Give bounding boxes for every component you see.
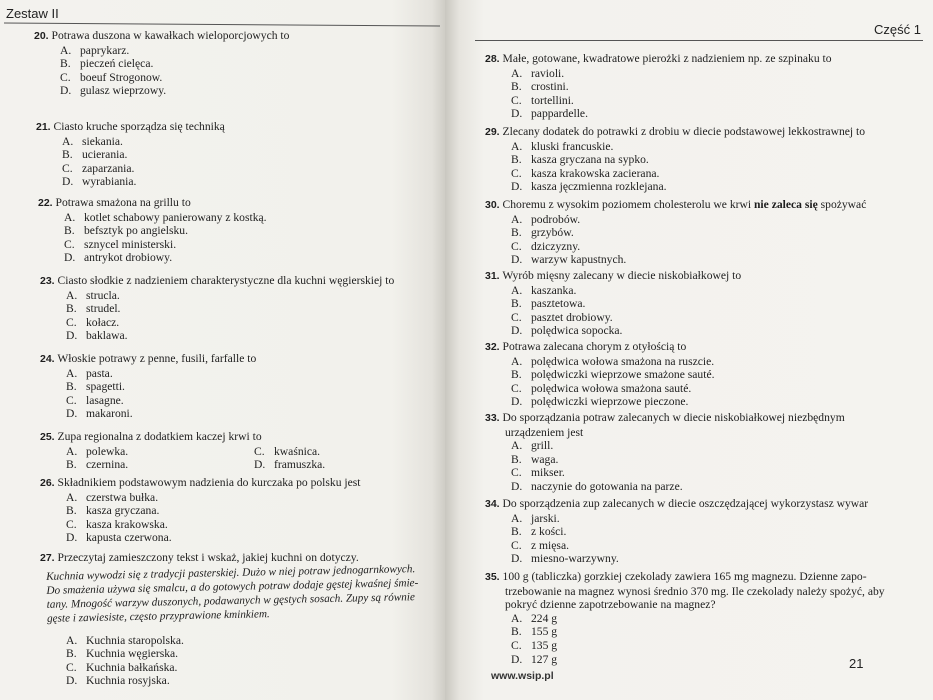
- option: C. polędwica wołowa smażona sauté.: [511, 381, 692, 395]
- option: A. Kuchnia staropolska.: [66, 633, 184, 647]
- option: B. czernina.: [66, 458, 129, 472]
- option: B. kasza gryczana.: [66, 504, 160, 518]
- option: C. lasagne.: [66, 393, 124, 407]
- option: A. kaszanka.: [511, 283, 577, 297]
- option: C. pasztet drobiowy.: [511, 310, 613, 324]
- option: A. polędwica wołowa smażona na ruszcie.: [511, 354, 715, 368]
- option: C. tortellini.: [511, 93, 574, 107]
- option: A. kotlet schabowy panierowany z kostką.: [64, 210, 267, 224]
- option: B. befsztyk po angielsku.: [64, 224, 188, 238]
- option: A. grill.: [511, 439, 554, 453]
- question-32: 32. Potrawa zalecana chorym z otyłością to A. polędwica wołowa smażona na ruszcie. B. polędwiczki wieprzowe smażone sauté. C. polędwica wołowa smażona sauté. D. polędwiczki wieprzowe pieczone.: [485, 340, 715, 409]
- option: D. baklawa.: [66, 329, 128, 343]
- option: D. naczynie do gotowania na parze.: [511, 479, 683, 493]
- option: A. paprykarz.: [60, 43, 130, 57]
- option: B. polędwiczki wieprzowe smażone sauté.: [511, 368, 715, 382]
- option: D. polędwica sopocka.: [511, 324, 623, 338]
- question-34: 34. Do sporządzenia zup zalecanych w diecie oszczędzającej wykorzystasz wywar A. jarski. B. z kości. C. z mięsa. D. miesno-warzywny.: [485, 497, 869, 566]
- option: B. kasza gryczana na sypko.: [511, 153, 649, 167]
- option: A. strucla.: [66, 288, 120, 302]
- option: A. jarski.: [511, 511, 560, 525]
- header-rule: [475, 40, 923, 41]
- option: A. czerstwa bułka.: [66, 490, 159, 504]
- option: D. polędwiczki wieprzowe pieczone.: [511, 395, 689, 409]
- question-21: 21. Ciasto kruche sporządza się techniką A. siekania. B. ucierania. C. zaparzania. D. wyrabiania.: [36, 120, 225, 189]
- question-24: 24. Włoskie potrawy z penne, fusili, farfalle to A. pasta. B. spagetti. C. lasagne. D. makaroni.: [40, 352, 257, 421]
- option: C. sznycel ministerski.: [64, 237, 177, 251]
- question-26: 26. Składnikiem podstawowym nadzienia do kurczaka po polsku jest A. czerstwa bułka. B. kasza gryczana. C. kasza krakowska. D. kapusta czerwona.: [40, 476, 361, 545]
- option: B. grzybów.: [511, 226, 574, 240]
- question-22: 22. Potrawa smażona na grillu to A. kotlet schabowy panierowany z kostką. B. befsztyk po angielsku. C. sznycel ministerski. D. antrykot drobiowy.: [38, 196, 267, 265]
- option: D. makaroni.: [66, 407, 133, 421]
- question-25: 25. Zupa regionalna z dodatkiem kaczej krwi to A. polewka. C. kwaśnica. B. czernina. D. framuszka.: [40, 430, 430, 472]
- option: B. waga.: [511, 452, 559, 466]
- reading-passage: Kuchnia wywodzi się z tradycji pasterskiej. Dużo w niej potraw jednogarnkowych. Do smażenia używa się smalcu, a do gotowych potraw dodaje gęstej kwaśnej śmie- tany. Mnogość warzyw duszonych, podawanych w gęstych sosach. Zupy są równie gęste i zawiesiste, często przyprawione kminkiem.: [46, 562, 419, 625]
- option: C. dziczyzny.: [511, 239, 581, 253]
- option: C. 135 g: [511, 638, 558, 652]
- question-35: 35. 100 g (tabliczka) gorzkiej czekolady zawiera 165 mg magnezu. Dzienne zapo- trzebowanie na magnez wynosi średnio 370 mg. Ile czekolady należy spożyć, aby pokryć dzienne zapotrzebowanie na magnez? A. 224 g B. 155 g C. 135 g D. 127 g: [485, 570, 885, 666]
- option: B. spagetti.: [66, 380, 125, 394]
- publisher-url: www.wsip.pl: [491, 670, 554, 682]
- option: D. kapusta czerwona.: [66, 531, 172, 545]
- option: D. gulasz wieprzowy.: [60, 84, 167, 98]
- part-header: Część 1: [874, 22, 921, 37]
- option: A. podrobów.: [511, 212, 581, 226]
- question-27: 27. Przeczytaj zamieszczony tekst i wskaż, jakiej kuchni on dotyczy. Kuchnia wywodzi się z tradycji pasterskiej. Dużo w niej potraw jednogarnkowych. Do smażenia używa się smalcu, a do gotowych potraw dodaje gęstej kwaśnej śmie- tany. Mnogość warzyw duszonych, podawanych w gęstych sosach. Zupy są równie gęste i zawiesiste, często przyprawione kminkiem. A. Kuchnia staropolska. B. Kuchnia węgierska. C. Kuchnia bałkańska. D. Kuchnia rosyjska.: [40, 551, 419, 688]
- question-33: 33. Do sporządzania potraw zalecanych w diecie niskobiałkowej niezbędnym urządzeniem jest A. grill. B. waga. C. mikser. D. naczynie do gotowania na parze.: [485, 411, 845, 493]
- option: A. ravioli.: [511, 66, 565, 80]
- option: D. pappardelle.: [511, 107, 588, 121]
- option: D. 127 g: [511, 652, 558, 666]
- option: D. framuszka.: [254, 458, 326, 472]
- option: B. ucierania.: [62, 148, 128, 162]
- option: C. kasza krakowska zacierana.: [511, 166, 660, 180]
- option: B. strudel.: [66, 302, 121, 316]
- option: D. miesno-warzywny.: [511, 552, 619, 566]
- option: D. wyrabiania.: [62, 175, 137, 189]
- question-31: 31. Wyrób mięsny zalecany w diecie niskobiałkowej to A. kaszanka. B. pasztetowa. C. pasztet drobiowy. D. polędwica sopocka.: [485, 269, 742, 338]
- option: A. pasta.: [66, 366, 113, 380]
- question-30: 30. Choremu z wysokim poziomem cholesterolu we krwi nie zaleca się spożywać A. podrobów. B. grzybów. C. dziczyzny. D. warzyw kapustnych.: [485, 198, 867, 267]
- option: C. boeuf Strogonow.: [60, 70, 163, 84]
- option: C. kołacz.: [66, 315, 120, 329]
- option: D. Kuchnia rosyjska.: [66, 674, 170, 688]
- option: B. Kuchnia węgierska.: [66, 647, 179, 661]
- option: D. antrykot drobiowy.: [64, 251, 173, 265]
- option: A. siekania.: [62, 134, 123, 148]
- option: C. kwaśnica.: [254, 444, 321, 458]
- option: A. polewka.: [66, 444, 129, 458]
- option: C. Kuchnia bałkańska.: [66, 660, 178, 674]
- left-page: [0, 0, 445, 700]
- option: B. pieczeń cielęca.: [60, 57, 154, 71]
- option: C. kasza krakowska.: [66, 517, 168, 531]
- header-rule: [4, 22, 440, 26]
- option: D. warzyw kapustnych.: [511, 253, 627, 267]
- option: D. kasza jęczmienna rozklejana.: [511, 180, 667, 194]
- option: A. kluski francuskie.: [511, 139, 614, 153]
- set-header: Zestaw II: [6, 6, 59, 21]
- option: B. crostini.: [511, 80, 569, 94]
- option: B. 155 g: [511, 625, 558, 639]
- option: B. pasztetowa.: [511, 297, 586, 311]
- page-number: 21: [849, 656, 864, 671]
- option: C. zaparzania.: [62, 161, 135, 175]
- question-29: 29. Zlecany dodatek do potrawki z drobiu w diecie podstawowej lekkostrawnej to A. kluski francuskie. B. kasza gryczana na sypko. C. kasza krakowska zacierana. D. kasza jęczmienna rozklejana.: [485, 125, 866, 194]
- question-23: 23. Ciasto słodkie z nadzieniem charakterystyczne dla kuchni węgierskiej to A. strucla. B. strudel. C. kołacz. D. baklawa.: [40, 274, 395, 343]
- option: C. mikser.: [511, 466, 565, 480]
- option: B. z kości.: [511, 525, 567, 539]
- question-28: 28. Małe, gotowane, kwadratowe pierożki z nadzieniem np. ze szpinaku to A. ravioli. B. crostini. C. tortellini. D. pappardelle.: [485, 52, 832, 121]
- option: A. 224 g: [511, 611, 558, 625]
- right-page: [445, 0, 933, 700]
- option: C. z mięsa.: [511, 538, 569, 552]
- question-20: 20. Potrawa duszona w kawałkach wieloporcjowych to A. paprykarz. B. pieczeń cielęca. C. boeuf Strogonow. D. gulasz wieprzowy.: [34, 29, 290, 98]
